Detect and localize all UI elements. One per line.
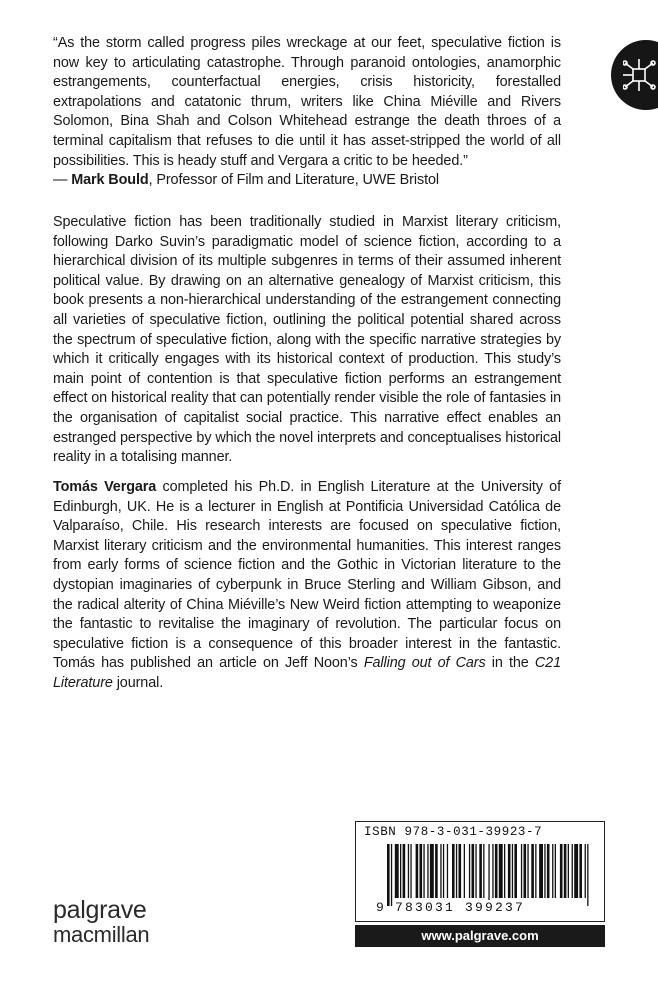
- barcode-bar: [410, 844, 411, 898]
- author-bio: [53, 478, 561, 694]
- barcode-bar: [475, 844, 476, 898]
- quote-text: “As the storm called progress piles wreckage at our feet, speculative fiction is now key to articulating catastrophe. Through paranoid ontologies, anamorphic estrangements, counterfactual energies, crisis historicity, forestalled extrapolations and catatonic thrum, writers like China Miéville and Rivers Solomon, Bina Shah and Colson Whitehead estrange the death throes of a terminal capitalism that refuses to die until it has asset-stripped the world of all possibilities. This is heady stuff and Vergara a critic to be heeded.”: [53, 35, 561, 169]
- logo-line-palgrave: palgrave: [53, 896, 147, 924]
- barcode-bar: [574, 844, 578, 898]
- barcode-bar: [443, 844, 444, 898]
- barcode-bar: [564, 844, 567, 898]
- barcode-bar: [447, 844, 448, 898]
- barcode-bar: [464, 844, 465, 898]
- barcode-bar: [416, 844, 419, 898]
- quote-attribution: [53, 171, 561, 191]
- palgrave-macmillan-logo: [53, 898, 149, 946]
- barcode-bar: [423, 844, 424, 898]
- barcode-bar: [531, 844, 534, 898]
- barcode-bar: [579, 844, 582, 898]
- isbn-digits: 783031 399237: [395, 900, 526, 915]
- isbn-barcode-box: [355, 821, 605, 922]
- bio-text-mid: in the: [485, 655, 535, 672]
- barcode-bar: [514, 844, 517, 898]
- barcode: [387, 844, 593, 906]
- bio-text-end: journal.: [112, 674, 164, 691]
- barcode-bar: [499, 844, 503, 898]
- logo-line-macmillan: macmillan: [53, 922, 150, 947]
- attribution-dash: —: [53, 172, 72, 189]
- bio-author-name: Tomás Vergara: [53, 479, 157, 495]
- barcode-bar: [395, 844, 399, 898]
- book-description: [53, 213, 561, 468]
- description-text: Speculative fiction has been traditionally studied in Marxist literary criticism, following Darko Suvin’s paradigmatic model of science fiction, according to a hierarchical division of its multiple subgenres in terms of their assumed inherent political value. By drawing on an alternative genealogy of Marxist criticism, this book presents a non-hierarchical understanding of the estrangement connecting all varieties of speculative fiction, outlining the political potential shared across the spectrum of speculative fiction, along with the specific narrative strategies by which it critically engages with its historical context of production. This study’s main point of contention is that speculative fiction performs an estrangement effect on historical reality that can potentially render visible the role of fantasies in the organisation of capitalist social practice. This narrative effect enables an estranged perspective by which the novel interprets and conceptualises historical reality in a totalising manner.: [53, 214, 561, 466]
- barcode-bar: [472, 844, 475, 898]
- barcode-bar: [585, 844, 586, 898]
- barcode-bar: [400, 844, 401, 898]
- barcode-bar: [572, 844, 573, 898]
- quote-affiliation: , Professor of Film and Literature, UWE Bristol: [148, 172, 439, 189]
- barcode-bar: [420, 844, 423, 898]
- barcode-bar: [587, 844, 588, 906]
- barcode-bar: [469, 844, 470, 898]
- barcode-bar: [568, 844, 569, 898]
- barcode-bar: [539, 844, 543, 898]
- barcode-bar: [483, 844, 484, 898]
- bio-title-falling-out-of-cars: Falling out of Cars: [363, 655, 486, 672]
- isbn-lead-digit: 9: [376, 900, 384, 915]
- barcode-bar: [387, 844, 390, 906]
- barcode-bar: [430, 844, 434, 898]
- barcode-bar: [508, 844, 511, 898]
- barcode-bar: [492, 844, 493, 898]
- bio-paragraph: [53, 478, 561, 694]
- barcode-bar: [544, 844, 545, 898]
- barcode-bar: [521, 844, 522, 898]
- barcode-bar: [527, 844, 528, 898]
- bio-title-c21-literature: C21 Literature: [53, 655, 561, 691]
- barcode-bar: [547, 844, 550, 898]
- barcode-bar: [459, 844, 462, 898]
- barcode-bar: [560, 844, 563, 898]
- barcode-bar: [403, 844, 406, 898]
- barcode-bar: [555, 844, 556, 898]
- barcode-bar: [452, 844, 455, 898]
- barcode-bar: [495, 844, 498, 898]
- circuit-node-icon-graphic: [623, 55, 657, 95]
- barcode-bar: [504, 844, 505, 898]
- barcode-bar: [488, 844, 489, 906]
- quote-author: Mark Bould: [71, 172, 149, 189]
- barcode-bar: [512, 844, 513, 898]
- publisher-website[interactable]: www.palgrave.com: [355, 925, 605, 947]
- barcode-bar: [552, 844, 553, 898]
- barcode-bar: [535, 844, 536, 898]
- barcode-bar: [479, 844, 482, 898]
- barcode-bar: [524, 844, 527, 898]
- endorsement-quote: [53, 34, 561, 191]
- barcode-bar: [427, 844, 428, 898]
- barcode-bar: [391, 844, 392, 906]
- barcode-bar: [440, 844, 441, 898]
- circuit-node-icon: [611, 40, 658, 110]
- bio-text: completed his Ph.D. in English Literature at the University of Edinburgh, UK. He is a lecturer in English at Pontificia Universidad Católica de Valparaíso, Chile. His research interests are focused on speculative fiction, Marxist literary criticism and the environmental humanities. This interest ranges from early forms of science fiction and the Gothic in Victorian literature to the dystopian imaginaries of cyberpunk in Bruce Sterling and William Gibson, and the radical alterity of China Miéville’s New Weird fiction attempting to weaponize the fantastic to revitalise the imaginary of revolution. The particular focus on speculative fiction is a consequence of this broader interest in the fantastic. Tomás has published an article on Jeff Noon’s: [53, 479, 561, 672]
- barcode-bar: [456, 844, 457, 898]
- isbn-label: ISBN 978-3-031-39923-7: [364, 825, 543, 839]
- barcode-bar: [435, 844, 438, 898]
- barcode-bar: [408, 844, 409, 898]
